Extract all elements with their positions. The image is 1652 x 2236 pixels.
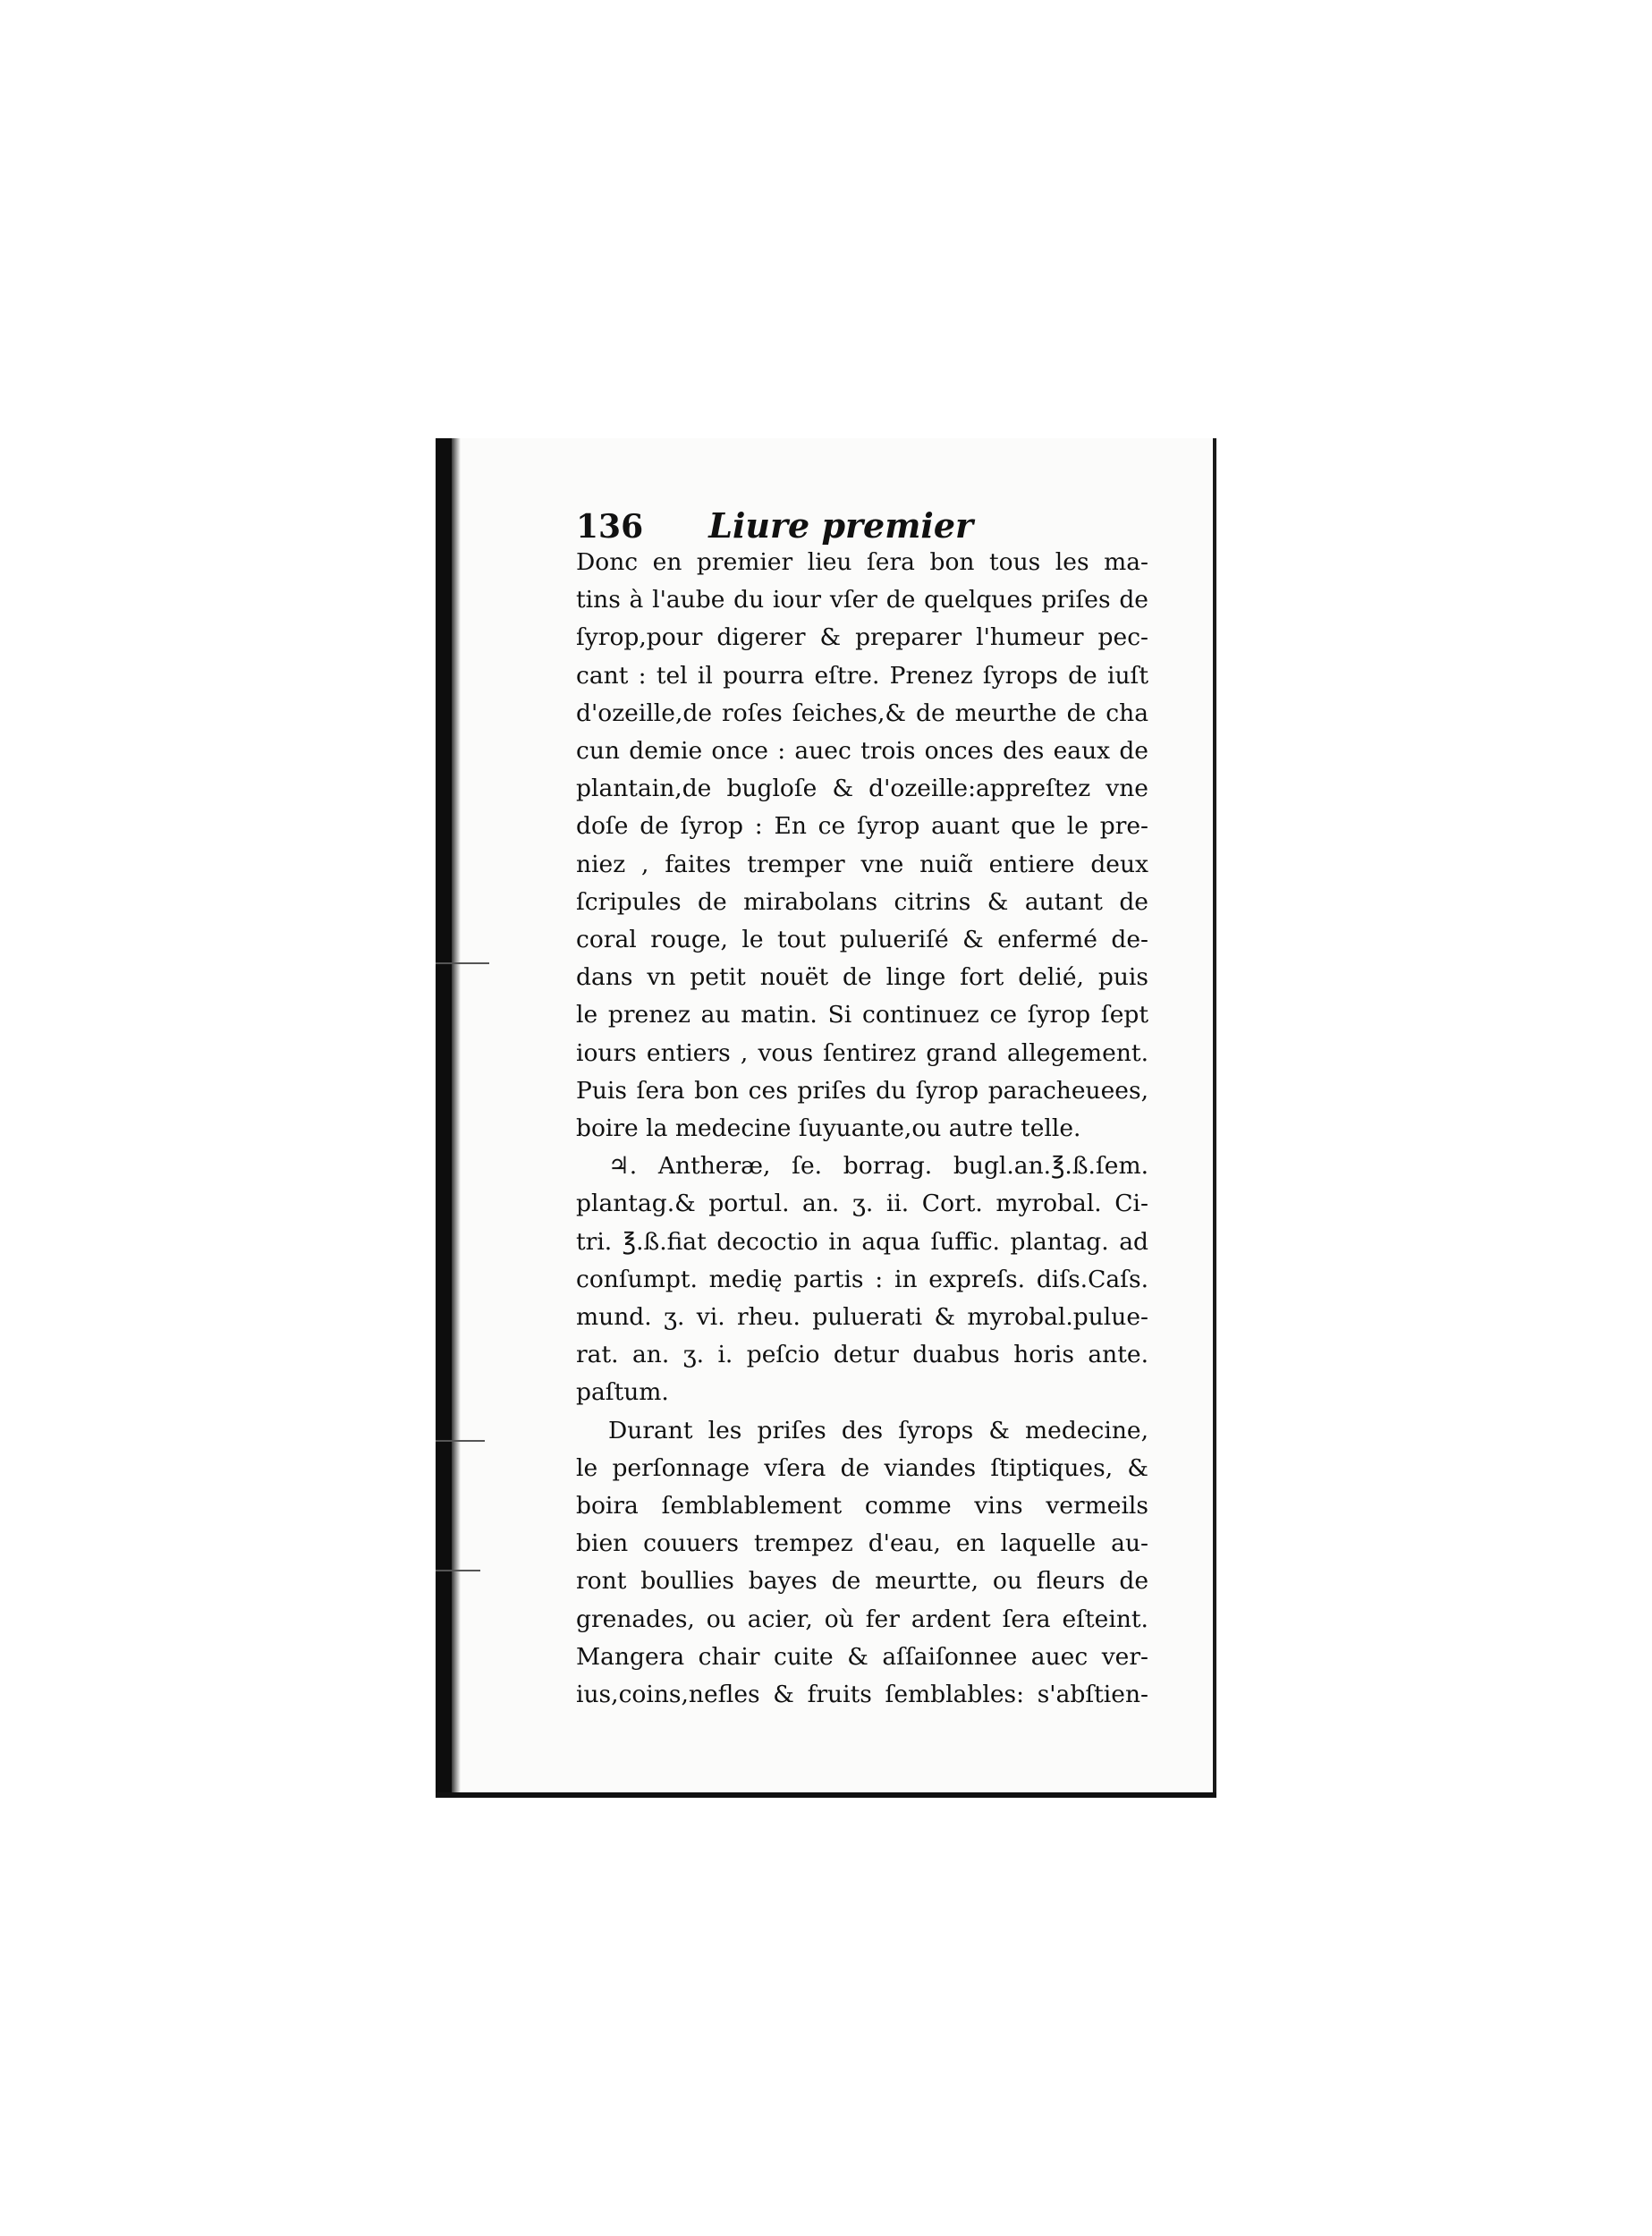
running-title: Liure premier [708, 505, 974, 546]
body-text [576, 544, 1148, 1714]
text-line: tri. ℥.ß.fiat decoctio in aqua ſuffic. plantag. ad [576, 1227, 1148, 1256]
text-line: ſyrop,pour digerer & preparer l'humeur pec- [576, 623, 1148, 652]
gutter-gradient [452, 438, 461, 1798]
page-bottom-edge [436, 1792, 1216, 1798]
page-right-edge [1213, 438, 1216, 1798]
text-line: d'ozeille,de roſes ſeiches,& de meurthe de cha [576, 699, 1148, 727]
page-number: 136 [576, 508, 644, 546]
margin-mark [436, 962, 489, 964]
text-line: paſtum. [576, 1378, 669, 1407]
text-line: mund. ʒ. vi. rheu. puluerati & myrobal.pulue- [576, 1303, 1148, 1332]
margin-mark [436, 1440, 485, 1442]
text-line: Mangera chair cuite & aſſaiſonnee auec ver- [576, 1642, 1148, 1671]
text-line: ront boullies bayes de meurtte, ou fleurs de [576, 1567, 1148, 1596]
binding-gutter-shadow [436, 438, 452, 1798]
text-line: iours entiers , vous ſentirez grand allegement. [576, 1038, 1148, 1067]
margin-mark [436, 1570, 480, 1571]
text-line: le prenez au matin. Si continuez ce ſyrop ſept [576, 1001, 1148, 1029]
text-line: coral rouge, le tout pulueriſé & enfermé de- [576, 926, 1148, 954]
text-line: cun demie once : auec trois onces des eaux de [576, 737, 1148, 766]
text-line: Durant les priſes des ſyrops & medecine, [608, 1416, 1148, 1444]
text-line: niez , faites tremper vne nuiɑ̃ entiere deux [576, 850, 1148, 878]
text-line: conſumpt. medię partis : in expreſs. diſs.Caſs. [576, 1265, 1148, 1293]
text-line: le perſonnage vſera de viandes ſtiptiques, & [576, 1453, 1148, 1482]
text-line: dans vn petit nouët de linge fort delié, puis [576, 963, 1148, 992]
text-line: bien couuers trempez d'eau, en laquelle au- [576, 1529, 1148, 1558]
text-line: ♃. Antheræ, ſe. borrag. bugl.an.℥.ß.ſem. [608, 1152, 1148, 1181]
text-line: Donc en premier lieu ſera bon tous les ma- [576, 548, 1148, 576]
text-line: Puis ſera bon ces priſes du ſyrop paracheuees, [576, 1076, 1148, 1105]
text-line: ſcripules de mirabolans citrins & autant de [576, 887, 1148, 916]
text-line: boira ſemblablement comme vins vermeils [576, 1492, 1148, 1520]
text-line: boire la medecine ſuyuante,ou autre telle. [576, 1114, 1081, 1143]
text-line: cant : tel il pourra eſtre. Prenez ſyrops de iuſt [576, 661, 1148, 690]
text-line: plantag.& portul. an. ʒ. ii. Cort. myrobal. Ci- [576, 1190, 1148, 1218]
text-line: rat. an. ʒ. i. peſcio detur duabus horis ante. [576, 1341, 1148, 1369]
running-head [576, 505, 1148, 546]
book-page-scan [436, 438, 1216, 1798]
text-line: plantain,de bugloſe & d'ozeille:appreſtez vne [576, 775, 1148, 803]
text-line: doſe de ſyrop : En ce ſyrop auant que le pre- [576, 812, 1148, 841]
text-line: tins à l'aube du iour vſer de quelques priſes de [576, 586, 1148, 614]
text-line: ius,coins,nefles & fruits ſemblables: s'abſtien- [576, 1681, 1148, 1709]
text-line: grenades, ou acier, où fer ardent ſera eſteint. [576, 1605, 1148, 1633]
